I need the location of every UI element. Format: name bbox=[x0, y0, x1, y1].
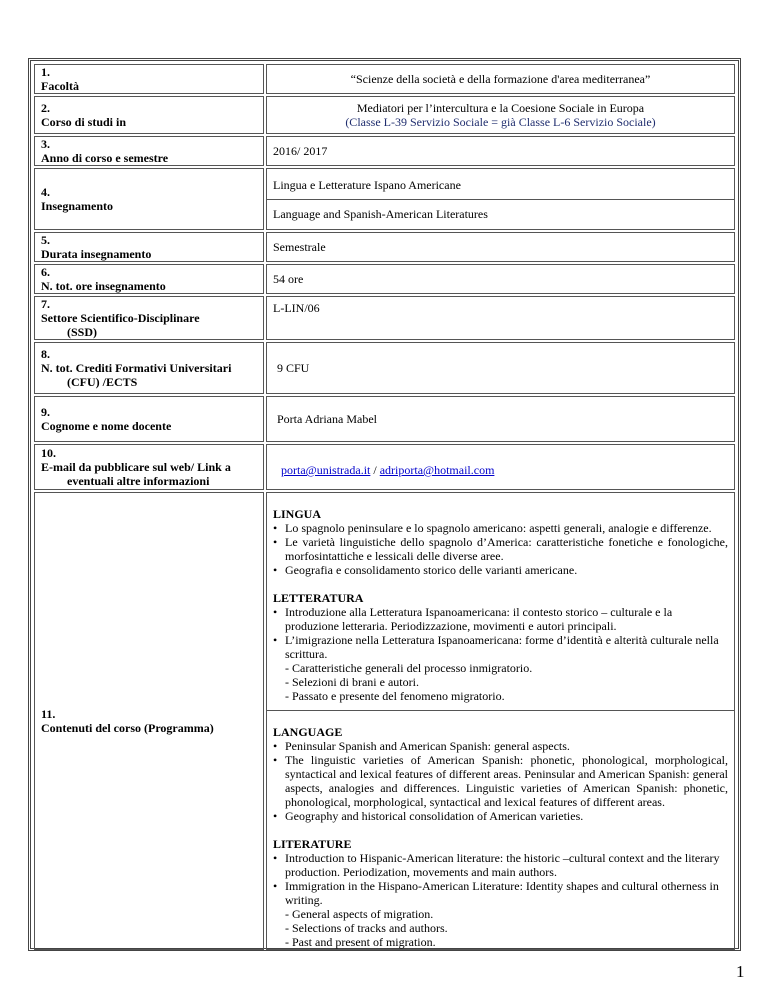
table-row bbox=[34, 64, 735, 94]
list-item: • Introduction to Hispanic-American literature: the historic –cultural context and the literary production. Periodization, movements and main authors. bbox=[273, 851, 728, 879]
label-cell bbox=[34, 64, 264, 94]
year-value: 2016/ 2017 bbox=[266, 136, 735, 166]
row-number: 5. bbox=[41, 233, 50, 247]
row-number: 4. bbox=[41, 185, 50, 199]
faculty-value: “Scienze della società e della formazione d'area mediterranea” bbox=[266, 64, 735, 94]
table-row bbox=[34, 96, 735, 134]
label-cell bbox=[34, 232, 264, 262]
list-item: • Peninsular Spanish and American Spanish: general aspects. bbox=[273, 739, 728, 753]
table-row bbox=[34, 342, 735, 394]
row-number: 6. bbox=[41, 265, 50, 279]
table-row bbox=[34, 232, 735, 262]
row-number: 2. bbox=[41, 101, 50, 115]
list-lingua bbox=[273, 521, 728, 577]
sub-item: - General aspects of migration. bbox=[285, 907, 434, 921]
duration-value: Semestrale bbox=[266, 232, 735, 262]
course-name: Mediatori per l’intercultura e la Coesione Sociale in Europa bbox=[356, 101, 645, 115]
course-value bbox=[266, 96, 735, 134]
subject-value bbox=[266, 168, 735, 230]
label-cell bbox=[34, 492, 264, 950]
row-label: Durata insegnamento bbox=[41, 247, 152, 261]
section-title-letteratura: LETTERATURA bbox=[273, 591, 364, 605]
row-number: 3. bbox=[41, 137, 50, 151]
list-item-text: L’imigrazione nella Letteratura Ispanoamericana: forme d’identità e alterità culturale nella scrittura. bbox=[285, 633, 719, 661]
row-label: Anno di corso e semestre bbox=[41, 151, 169, 165]
page-number: 1 bbox=[736, 962, 745, 981]
label-cell bbox=[34, 136, 264, 166]
list-item: • Lo spagnolo peninsulare e lo spagnolo americano: aspetti generali, analogie e differenze. bbox=[273, 521, 728, 535]
label-cell bbox=[34, 396, 264, 442]
row-label: Facoltà bbox=[41, 79, 79, 93]
label-cell bbox=[34, 342, 264, 394]
label-cell bbox=[34, 96, 264, 134]
label-cell bbox=[34, 168, 264, 230]
table-row bbox=[34, 296, 735, 340]
program-english bbox=[267, 710, 734, 949]
section-title-literature: LITERATURE bbox=[273, 837, 352, 851]
course-class: (Classe L-39 Servizio Sociale = già Classe L-6 Servizio Sociale) bbox=[345, 115, 656, 129]
program-italian bbox=[267, 493, 734, 710]
row-number: 11. bbox=[41, 707, 56, 721]
row-label-continued: (CFU) /ECTS bbox=[67, 375, 138, 389]
teacher-value: Porta Adriana Mabel bbox=[266, 396, 735, 442]
sub-item: - Past and present of migration. bbox=[285, 935, 436, 949]
email-separator: / bbox=[370, 463, 380, 477]
subject-english: Language and Spanish-American Literatures bbox=[267, 199, 734, 228]
row-label: E-mail da pubblicare sul web/ Link a bbox=[41, 460, 231, 474]
row-label: Insegnamento bbox=[41, 199, 114, 213]
list-item bbox=[273, 879, 728, 949]
list-item: • Geography and historical consolidation of American varieties. bbox=[273, 809, 728, 823]
list-item: • Geografia e consolidamento storico delle varianti americane. bbox=[273, 563, 728, 577]
row-label: Corso di studi in bbox=[41, 115, 127, 129]
section-title-language: LANGUAGE bbox=[273, 725, 343, 739]
table-row bbox=[34, 136, 735, 166]
row-number: 7. bbox=[41, 297, 50, 311]
list-item: • Introduzione alla Letteratura Ispanoamericana: il contesto storico – culturale e la produzione letteraria. Periodizzazione, movimenti e autori principali. bbox=[273, 605, 728, 633]
row-number: 8. bbox=[41, 347, 50, 361]
table-row bbox=[34, 444, 735, 490]
row-number: 9. bbox=[41, 405, 50, 419]
list-item bbox=[273, 633, 728, 703]
table-row bbox=[34, 264, 735, 294]
table-row bbox=[34, 492, 735, 950]
course-info-table bbox=[32, 62, 737, 952]
sub-item: - Selections of tracks and authors. bbox=[285, 921, 448, 935]
email-link-secondary[interactable]: adriporta@hotmail.com bbox=[379, 463, 495, 477]
row-label: N. tot. Crediti Formativi Universitari bbox=[41, 361, 232, 375]
row-label-continued: (SSD) bbox=[67, 325, 98, 339]
program-value bbox=[266, 492, 735, 950]
sub-item: - Selezioni di brani e autori. bbox=[285, 675, 419, 689]
row-number: 1. bbox=[41, 65, 50, 79]
credits-value: 9 CFU bbox=[266, 342, 735, 394]
list-item-text: Immigration in the Hispano-American Literature: Identity shapes and cultural otherness in writing. bbox=[285, 879, 719, 907]
row-label: Settore Scientifico-Disciplinare bbox=[41, 311, 200, 325]
list-language bbox=[273, 739, 728, 823]
list-item: • Le varietà linguistiche dello spagnolo d’America: caratteristiche fonetiche e fonologiche, morfosintattiche e lessicali delle diverse aree. bbox=[273, 535, 728, 563]
ssd-value: L-LIN/06 bbox=[266, 296, 735, 340]
email-value bbox=[266, 444, 735, 490]
label-cell bbox=[34, 444, 264, 490]
email-link-primary[interactable]: porta@unistrada.it bbox=[281, 463, 371, 477]
label-cell bbox=[34, 264, 264, 294]
subject-italian: Lingua e Letterature Ispano Americane bbox=[273, 177, 461, 192]
row-label: N. tot. ore insegnamento bbox=[41, 279, 166, 293]
row-label: Cognome e nome docente bbox=[41, 419, 172, 433]
section-title-lingua: LINGUA bbox=[273, 507, 322, 521]
row-number: 10. bbox=[41, 446, 56, 460]
hours-value: 54 ore bbox=[266, 264, 735, 294]
table-row bbox=[34, 168, 735, 230]
table-row bbox=[34, 396, 735, 442]
label-cell bbox=[34, 296, 264, 340]
sub-item: - Caratteristiche generali del processo inmigratorio. bbox=[285, 661, 533, 675]
list-letteratura bbox=[273, 605, 728, 703]
list-literature bbox=[273, 851, 728, 949]
row-label-continued: eventuali altre informazioni bbox=[67, 474, 210, 488]
list-item: • The linguistic varieties of American Spanish: phonetic, phonological, morphological, syntactical and lexical features of different areas. Peninsular and American Spanish: general aspects, analogies and differences. Linguistic varieties of American Spanish: phonetic, phonological, morphological, syntactical and lexical features of different areas. bbox=[273, 753, 728, 809]
row-label: Contenuti del corso (Programma) bbox=[41, 721, 214, 735]
sub-item: - Passato e presente del fenomeno migratorio. bbox=[285, 689, 505, 703]
